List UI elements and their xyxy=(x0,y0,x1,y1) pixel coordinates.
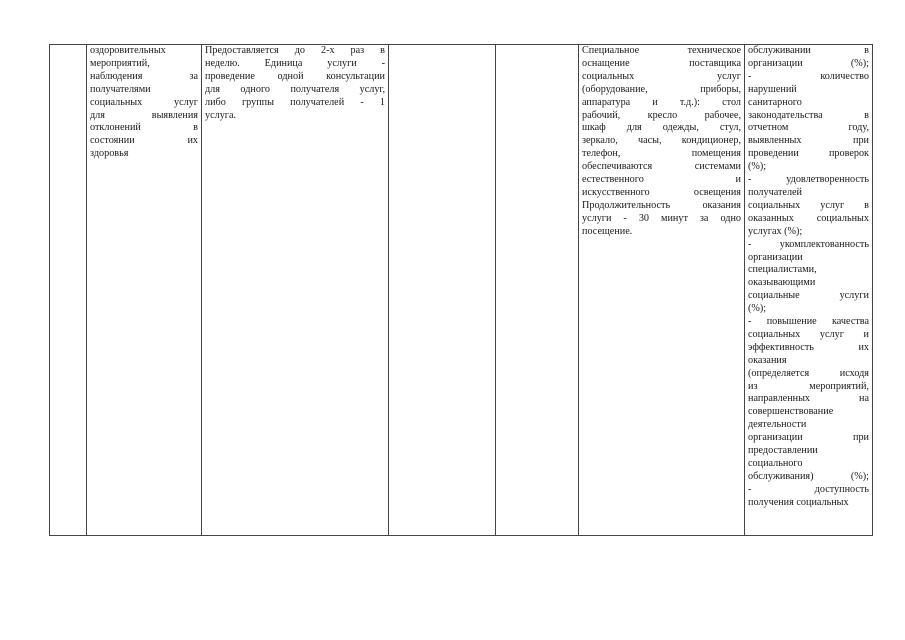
text-line: - укомплектованность xyxy=(748,238,869,250)
service-name-text xyxy=(90,45,198,161)
text-line: социального xyxy=(748,458,803,469)
text-line: Продолжительность оказания xyxy=(582,199,741,211)
cell-conditions xyxy=(579,45,745,536)
cell-number xyxy=(50,45,87,536)
services-table xyxy=(49,44,873,536)
text-line: из мероприятий, xyxy=(748,380,869,392)
text-line: выявленных при xyxy=(748,135,869,147)
text-line: Специальное техническое xyxy=(582,45,741,56)
text-line: социальных услуг в xyxy=(748,199,869,211)
text-line: оказания xyxy=(748,354,787,366)
cell-empty-2 xyxy=(496,45,579,536)
text-line: - количество xyxy=(748,70,869,82)
text-line: услуги - 30 минут за одно xyxy=(582,212,741,224)
text-line: отчетном году, xyxy=(748,122,869,134)
text-line: обеспечиваются системами xyxy=(582,161,741,173)
text-line: совершенствование xyxy=(748,406,834,418)
text-line: получения социальных xyxy=(748,496,849,508)
table-row xyxy=(50,45,873,536)
text-line: (%); xyxy=(748,303,767,315)
cell-empty-1 xyxy=(389,45,496,536)
text-line: санитарного xyxy=(748,96,802,108)
text-line: оснащение поставщика xyxy=(582,57,741,69)
text-line: неделю. Единица услуги - xyxy=(205,57,385,69)
text-line: мероприятий, xyxy=(90,57,150,69)
text-line: телефон, помещения xyxy=(582,148,741,160)
text-line: специалистами, xyxy=(748,264,817,276)
cell-service-name xyxy=(87,45,202,536)
text-line: социальные услуги xyxy=(748,290,869,302)
text-line: эффективность их xyxy=(748,341,869,353)
text-line: деятельности xyxy=(748,419,807,431)
text-line: аппаратура и т.д.): стол xyxy=(582,96,741,108)
text-line: (%); xyxy=(748,161,767,173)
text-line: - удовлетворенность xyxy=(748,174,869,186)
text-line: оказанных социальных xyxy=(748,212,869,224)
service-description-text xyxy=(205,45,385,122)
text-line: для выявления xyxy=(90,109,198,121)
text-line: Предоставляется до 2-х раз в xyxy=(205,45,385,56)
text-line: социальных услуг и xyxy=(748,328,869,340)
text-line: проведении проверок xyxy=(748,148,869,160)
text-line: направленных на xyxy=(748,393,869,405)
text-line: (определяется исходя xyxy=(748,367,869,379)
text-line: оказывающими xyxy=(748,277,816,289)
text-line: обслуживания) (%); xyxy=(748,470,869,482)
text-line: для одного получателя услуг, xyxy=(205,83,385,95)
cell-indicators xyxy=(745,45,873,536)
text-line: законодательства в xyxy=(748,109,869,121)
text-line: посещение. xyxy=(582,225,633,237)
text-line: получателей xyxy=(748,186,803,198)
text-line: услуга. xyxy=(205,109,237,121)
conditions-text xyxy=(582,45,741,239)
text-line: зеркало, часы, кондиционер, xyxy=(582,135,741,147)
text-line: естественного и xyxy=(582,174,741,186)
text-line: оздоровительных xyxy=(90,45,166,56)
text-line: получателями xyxy=(90,83,151,95)
text-line: организации при xyxy=(748,432,869,444)
text-line: наблюдения за xyxy=(90,70,198,82)
text-line: организации xyxy=(748,251,803,263)
text-line: социальных услуг xyxy=(90,96,198,108)
text-line: здоровья xyxy=(90,148,129,160)
text-line: социальных услуг xyxy=(582,70,741,82)
text-line: - повышение качества xyxy=(748,316,869,328)
text-line: обслуживании в xyxy=(748,45,869,56)
text-line: - доступность xyxy=(748,483,869,495)
cell-service-description xyxy=(202,45,389,536)
text-line: предоставлении xyxy=(748,445,818,457)
text-line: шкаф для одежды, стул, xyxy=(582,122,741,134)
indicators-text xyxy=(748,45,869,510)
text-line: рабочий, кресло рабочее, xyxy=(582,109,741,121)
text-line: нарушений xyxy=(748,83,797,95)
text-line: отклонений в xyxy=(90,122,198,134)
text-line: проведение одной консультации xyxy=(205,70,385,82)
text-line: состоянии их xyxy=(90,135,198,147)
text-line: услугах (%); xyxy=(748,225,803,237)
text-line: (оборудование, приборы, xyxy=(582,83,741,95)
text-line: искусственного освещения xyxy=(582,186,741,198)
text-line: организации (%); xyxy=(748,57,869,69)
text-line: либо группы получателей - 1 xyxy=(205,96,385,108)
